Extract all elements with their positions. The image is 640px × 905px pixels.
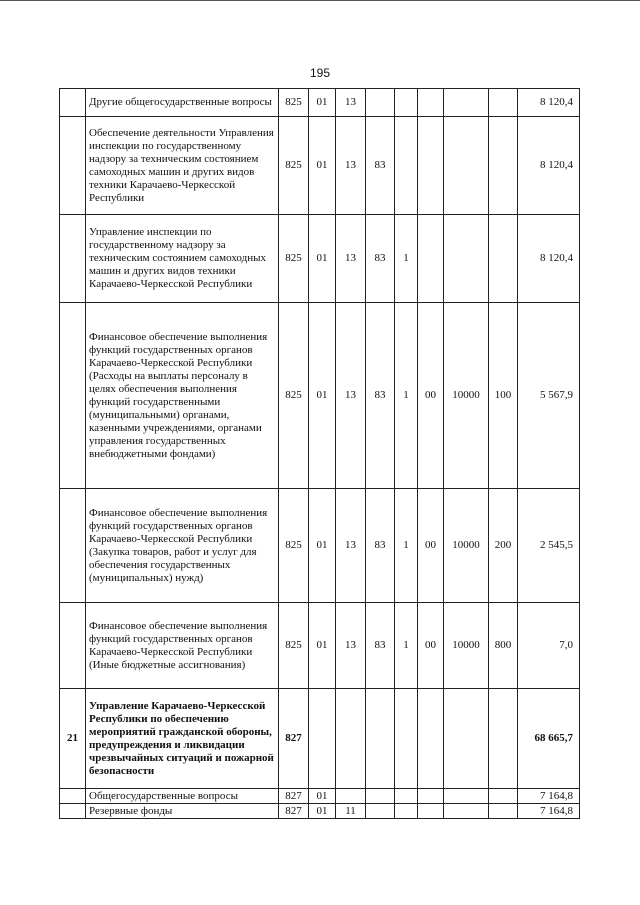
- top-border-line: [0, 0, 640, 1]
- table-row: [60, 215, 580, 303]
- code-vr: 200: [489, 489, 518, 603]
- row-number: [60, 804, 86, 819]
- code-rz: 01: [309, 789, 336, 804]
- code-subprogram: 1: [395, 303, 418, 489]
- code-pr: 13: [336, 303, 366, 489]
- code-subprogram: [395, 689, 418, 789]
- code-rz: 01: [309, 489, 336, 603]
- code-rz: 01: [309, 303, 336, 489]
- code-expense: 10000: [444, 303, 489, 489]
- row-number: [60, 215, 86, 303]
- table-row: [60, 489, 580, 603]
- code-subprogram: 1: [395, 489, 418, 603]
- row-description: Финансовое обеспечение выполнения функций государственных органов Карачаево-Черкесской Республики (Расходы на выплаты персоналу в целях обеспечения выполнения функций государственными (муниципальными) органами, казенными учреждениями, органами управления государственных внебюджетными фондами): [86, 303, 279, 489]
- code-pr: [336, 789, 366, 804]
- code-vr: [489, 689, 518, 789]
- table-row: [60, 117, 580, 215]
- code-direction: [418, 215, 444, 303]
- code-subprogram: [395, 117, 418, 215]
- amount: 7 164,8: [518, 804, 580, 819]
- code-rz: 01: [309, 603, 336, 689]
- code-subprogram: [395, 89, 418, 117]
- row-number: [60, 489, 86, 603]
- budget-table: [59, 88, 580, 819]
- amount: 2 545,5: [518, 489, 580, 603]
- code-ved: 825: [279, 215, 309, 303]
- code-vr: [489, 804, 518, 819]
- code-program: 83: [366, 489, 395, 603]
- code-expense: [444, 89, 489, 117]
- code-program: 83: [366, 603, 395, 689]
- row-description: Обеспечение деятельности Управления инспекции по государственному надзору за техническим состоянием самоходных машин и других видов техники Карачаево-Черкесской Республики: [86, 117, 279, 215]
- code-ved: 825: [279, 303, 309, 489]
- row-description: Резервные фонды: [86, 804, 279, 819]
- amount: 8 120,4: [518, 89, 580, 117]
- code-expense: [444, 789, 489, 804]
- row-number: [60, 789, 86, 804]
- code-expense: 10000: [444, 603, 489, 689]
- code-direction: 00: [418, 603, 444, 689]
- row-number: 21: [60, 689, 86, 789]
- row-description: Другие общегосударственные вопросы: [86, 89, 279, 117]
- code-program: 83: [366, 117, 395, 215]
- code-ved: 827: [279, 789, 309, 804]
- code-expense: [444, 804, 489, 819]
- code-subprogram: 1: [395, 215, 418, 303]
- table-row: [60, 89, 580, 117]
- code-vr: [489, 89, 518, 117]
- code-ved: 827: [279, 804, 309, 819]
- table-row: [60, 303, 580, 489]
- code-ved: 825: [279, 117, 309, 215]
- code-direction: 00: [418, 489, 444, 603]
- code-expense: [444, 215, 489, 303]
- amount: 7 164,8: [518, 789, 580, 804]
- code-ved: 825: [279, 603, 309, 689]
- code-program: 83: [366, 303, 395, 489]
- code-pr: 13: [336, 215, 366, 303]
- code-program: [366, 804, 395, 819]
- code-rz: 01: [309, 215, 336, 303]
- code-direction: [418, 804, 444, 819]
- code-expense: [444, 117, 489, 215]
- row-description: Общегосударственные вопросы: [86, 789, 279, 804]
- amount: 5 567,9: [518, 303, 580, 489]
- table-row: [60, 789, 580, 804]
- code-rz: 01: [309, 117, 336, 215]
- code-direction: [418, 789, 444, 804]
- code-program: [366, 689, 395, 789]
- row-description: Управление инспекции по государственному надзору за техническим состоянием самоходных машин и других видов техники Карачаево-Черкесской Республики: [86, 215, 279, 303]
- table-row: [60, 689, 580, 789]
- code-expense: [444, 689, 489, 789]
- code-rz: 01: [309, 89, 336, 117]
- code-vr: [489, 117, 518, 215]
- amount: 68 665,7: [518, 689, 580, 789]
- code-rz: [309, 689, 336, 789]
- code-ved: 825: [279, 89, 309, 117]
- row-description: Финансовое обеспечение выполнения функций государственных органов Карачаево-Черкесской Республики (Закупка товаров, работ и услуг для обеспечения государственных (муниципальных) нужд): [86, 489, 279, 603]
- code-vr: [489, 789, 518, 804]
- amount: 7,0: [518, 603, 580, 689]
- code-direction: [418, 89, 444, 117]
- code-program: 83: [366, 215, 395, 303]
- row-number: [60, 303, 86, 489]
- code-program: [366, 89, 395, 117]
- code-ved: 825: [279, 489, 309, 603]
- code-direction: 00: [418, 303, 444, 489]
- page-number: 195: [309, 66, 331, 80]
- code-pr: [336, 689, 366, 789]
- code-rz: 01: [309, 804, 336, 819]
- code-subprogram: [395, 789, 418, 804]
- code-ved: 827: [279, 689, 309, 789]
- table-row: [60, 804, 580, 819]
- row-description: Управление Карачаево-Черкесской Республики по обеспечению мероприятий гражданской обороны, предупреждения и ликвидации чрезвычайных ситуаций и пожарной безопасности: [86, 689, 279, 789]
- code-direction: [418, 689, 444, 789]
- amount: 8 120,4: [518, 215, 580, 303]
- code-pr: 13: [336, 89, 366, 117]
- row-number: [60, 89, 86, 117]
- code-pr: 11: [336, 804, 366, 819]
- code-pr: 13: [336, 117, 366, 215]
- code-vr: 800: [489, 603, 518, 689]
- code-pr: 13: [336, 489, 366, 603]
- row-number: [60, 117, 86, 215]
- code-program: [366, 789, 395, 804]
- table-row: [60, 603, 580, 689]
- row-number: [60, 603, 86, 689]
- code-vr: 100: [489, 303, 518, 489]
- code-vr: [489, 215, 518, 303]
- code-subprogram: [395, 804, 418, 819]
- code-pr: 13: [336, 603, 366, 689]
- amount: 8 120,4: [518, 117, 580, 215]
- code-expense: 10000: [444, 489, 489, 603]
- code-direction: [418, 117, 444, 215]
- row-description: Финансовое обеспечение выполнения функций государственных органов Карачаево-Черкесской Республики (Иные бюджетные ассигнования): [86, 603, 279, 689]
- code-subprogram: 1: [395, 603, 418, 689]
